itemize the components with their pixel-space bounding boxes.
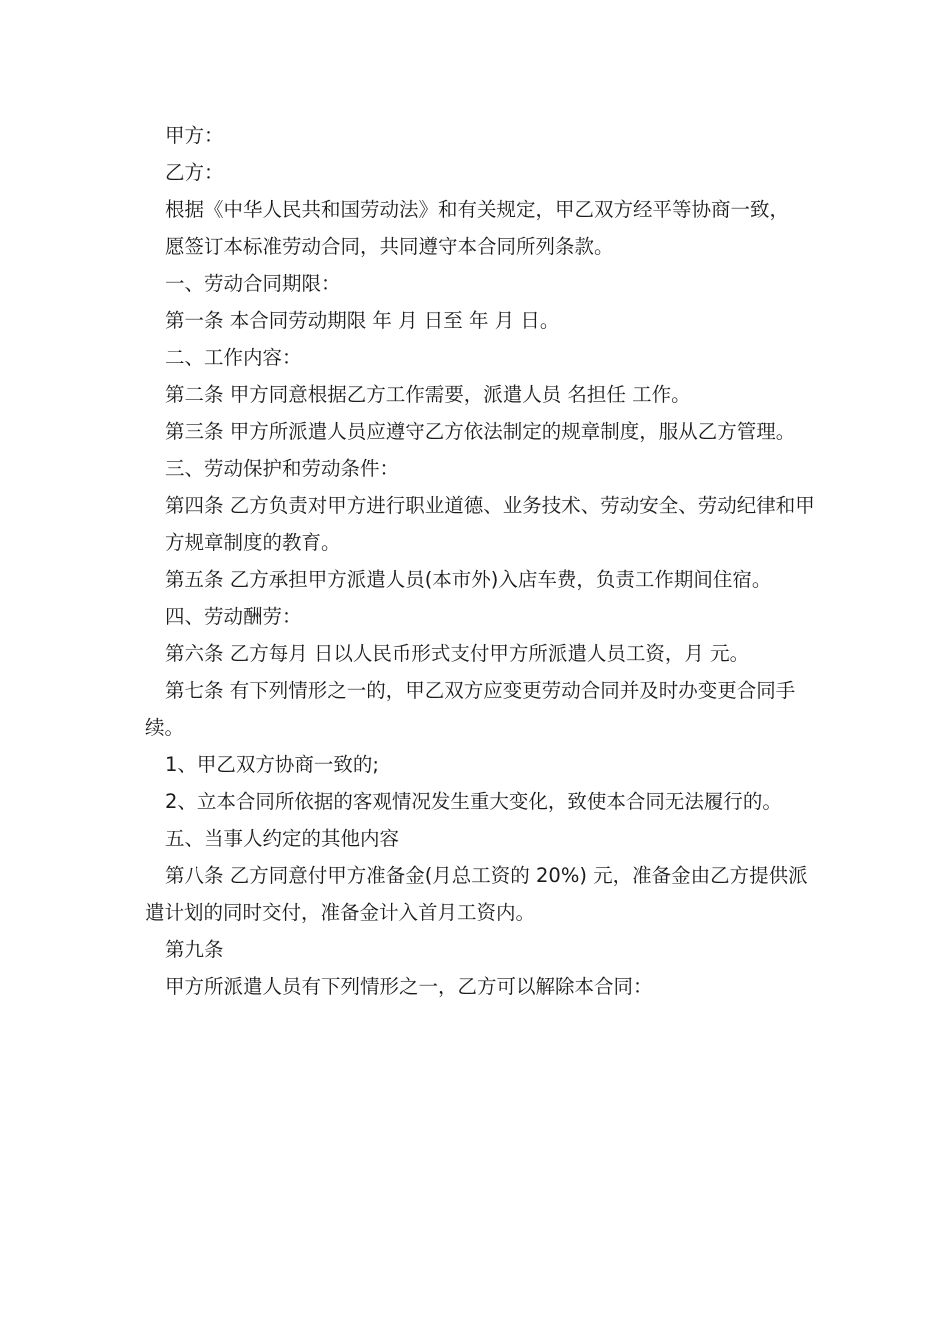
article-paragraph: 方规章制度的教育。: [165, 531, 341, 554]
article-paragraph: 第八条 乙方同意付甲方准备金(月总工资的 20%) 元，准备金由乙方提供派遣计划的同时交付，准备金计入首月工资内。: [145, 864, 808, 924]
preamble-paragraph: 愿签订本标准劳动合同，共同遵守本合同所列条款。: [165, 235, 614, 258]
article-paragraph: 第九条: [165, 938, 224, 961]
preamble-paragraph: 根据《中华人民共和国劳动法》和有关规定，甲乙双方经平等协商一致，: [165, 198, 790, 221]
party-b-line: 乙方：: [165, 161, 224, 184]
list-item: 1、甲乙双方协商一致的;: [165, 753, 379, 776]
article-paragraph: 第四条 乙方负责对甲方进行职业道德、业务技术、劳动安全、劳动纪律和甲: [165, 494, 815, 517]
section-heading: 五、当事人约定的其他内容: [165, 827, 400, 850]
section-heading: 三、劳动保护和劳动条件：: [165, 457, 400, 480]
article-paragraph: 第六条 乙方每月 日以人民币形式支付甲方所派遣人员工资，月 元。: [165, 642, 750, 665]
list-item: 2、立本合同所依据的客观情况发生重大变化，致使本合同无法履行的。: [165, 790, 782, 813]
section-heading: 一、劳动合同期限：: [165, 272, 341, 295]
article-paragraph: 第三条 甲方所派遣人员应遵守乙方依法制定的规章制度，服从乙方管理。: [165, 420, 796, 443]
article-paragraph: 第二条 甲方同意根据乙方工作需要，派遣人员 名担任 工作。: [165, 383, 691, 406]
section-heading: 二、工作内容：: [165, 346, 302, 369]
article-paragraph: 第七条 有下列情形之一的，甲乙双方应变更劳动合同并及时办变更合同手续。: [145, 679, 796, 739]
section-heading: 四、劳动酬劳：: [165, 605, 302, 628]
party-a-line: 甲方：: [165, 124, 224, 147]
article-paragraph: 第五条 乙方承担甲方派遣人员(本市外)入店车费，负责工作期间住宿。: [165, 568, 772, 591]
article-paragraph: 甲方所派遣人员有下列情形之一，乙方可以解除本合同：: [165, 975, 653, 998]
document-body: [145, 117, 815, 1005]
article-paragraph: 第一条 本合同劳动期限 年 月 日至 年 月 日。: [165, 309, 560, 332]
